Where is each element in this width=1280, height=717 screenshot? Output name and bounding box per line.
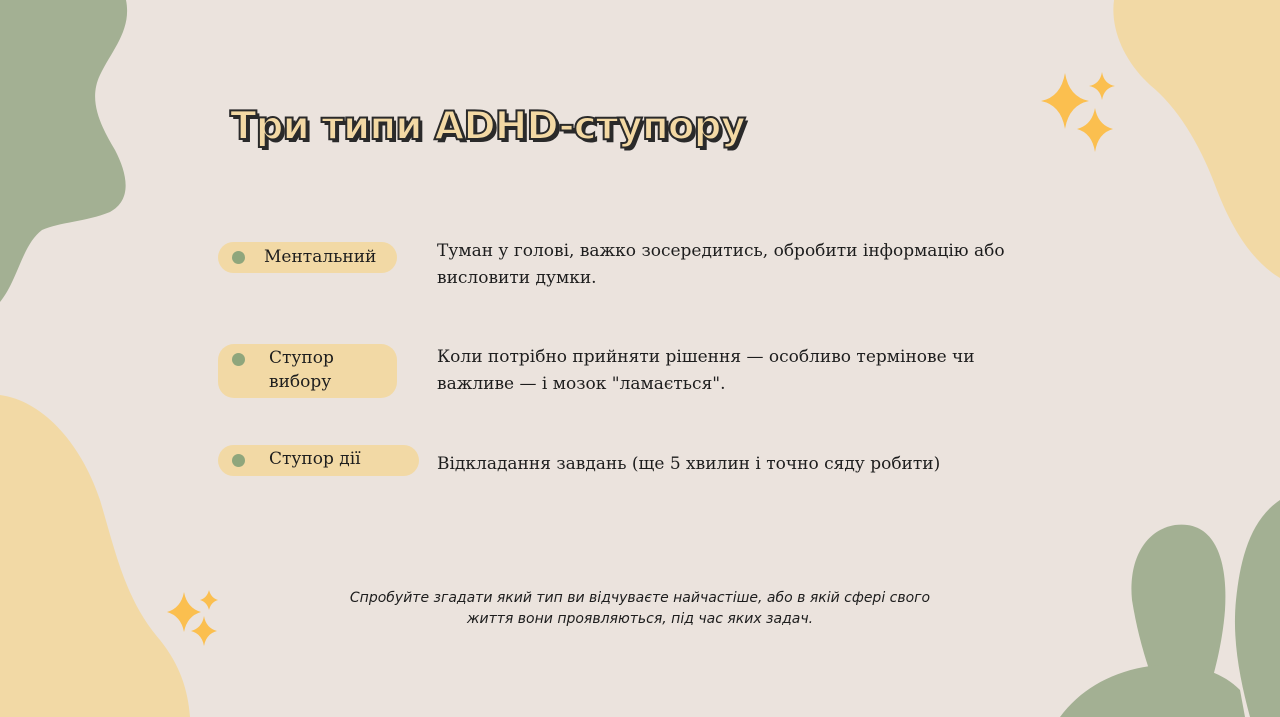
type-description: Коли потрібно прийняти рішення — особливо термінове чи важливе — і мозок "ламається". [437, 347, 975, 394]
sparkle-icon-top-right [1041, 72, 1115, 152]
sage-leaf-bottom [1060, 665, 1245, 717]
footer-note: Спробуйте згадати який тип ви відчуваєте найчастіше, або в якій сфері свого життя вони проявляються, під час яких задач. [349, 590, 931, 627]
type-description: Туман у голові, важко зосередитись, обробити інформацію або висловити думки. [437, 241, 1005, 288]
bullet-dot-icon [232, 353, 245, 366]
sage-leaf-right [1235, 500, 1280, 717]
type-label: Ментальний [264, 247, 377, 267]
sand-blob-top-right [1113, 0, 1280, 278]
type-badge-choice [218, 344, 397, 398]
slide-title: Три типи ADHD-ступору [230, 104, 745, 149]
sand-blob-bottom-left [0, 395, 190, 717]
type-label: Ступор дії [269, 449, 361, 469]
sparkle-icon-bottom-left [167, 590, 218, 646]
bullet-dot-icon [232, 454, 245, 467]
type-badge-action [218, 445, 419, 476]
type-badge-mental [218, 242, 397, 273]
type-label: Ступор вибору [269, 348, 334, 392]
bullet-dot-icon [232, 251, 245, 264]
sage-blob-top-left [0, 0, 127, 302]
type-description: Відкладання завдань (ще 5 хвилин і точно сяду робити) [437, 454, 941, 474]
